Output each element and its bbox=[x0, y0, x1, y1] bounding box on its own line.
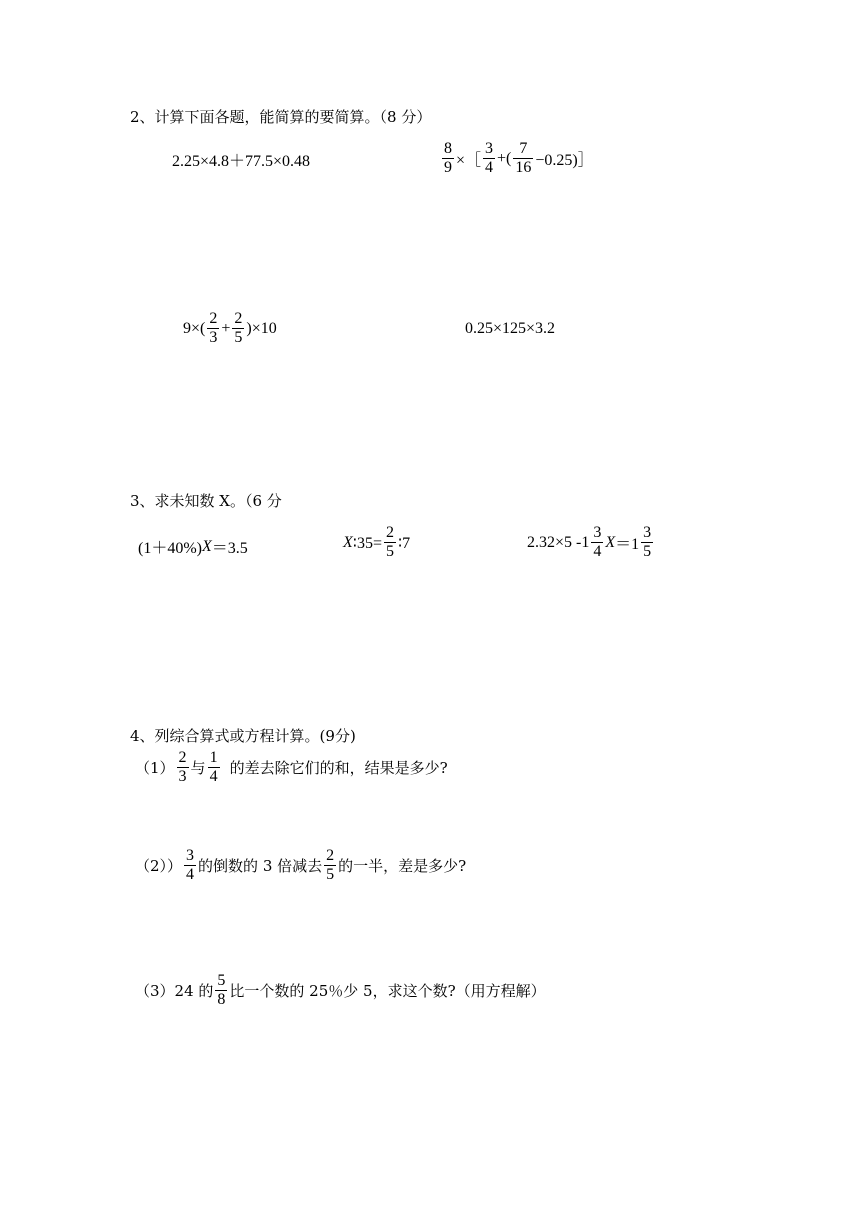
question-4-1: （1） $\frac{2}{3}$ 与 $\frac{1}{4}$ 的差去除它们的和，结果是多少? bbox=[135, 749, 448, 785]
fraction: $\frac{7}{16}$ bbox=[515, 140, 532, 176]
problem-2-3: 9×( $\frac{2}{3}$ + $\frac{2}{5}$ )×10 bbox=[183, 310, 277, 346]
problem-2-1: 2.25×4.8＋77.5×0.48 bbox=[172, 153, 311, 170]
question-4-3: （3）24 的 $\frac{5}{8}$ 比一个数的 25％少 5，求这个数?（用方程解） bbox=[135, 972, 546, 1008]
fraction: $\frac{1}{4}$ bbox=[209, 749, 218, 785]
problem-2-2: $\frac{8}{9}$ ×［ $\frac{3}{4}$ +( $\frac{7}{16}$ −0.25)］ bbox=[444, 140, 594, 176]
question-4-2: （2）） $\frac{3}{4}$ 的倒数的 3 倍减去 $\frac{2}{5}$ 的一半，差是多少? bbox=[135, 847, 467, 883]
equation-3-2: X ∶35= $\frac{2}{5}$ ∶7 bbox=[343, 524, 411, 560]
fraction: $\frac{2}{5}$ bbox=[234, 310, 243, 346]
fraction: $\frac{2}{3}$ bbox=[178, 749, 187, 785]
fraction: $\frac{5}{8}$ bbox=[217, 972, 226, 1008]
fraction: $\frac{3}{4}$ bbox=[485, 140, 494, 176]
problem-2-4: 0.25×125×3.2 bbox=[465, 320, 556, 337]
fraction: $\frac{2}{3}$ bbox=[209, 310, 218, 346]
fraction: $\frac{2}{5}$ bbox=[385, 524, 394, 560]
fraction: $\frac{8}{9}$ bbox=[444, 140, 452, 176]
section-2-heading: 2、计算下面各题，能简算的要简算。（8 分） bbox=[130, 108, 432, 126]
equation-3-1: (1＋40%) X ＝3.5 bbox=[138, 537, 248, 557]
fraction: $\frac{3}{4}$ bbox=[593, 524, 602, 560]
equation-3-3: 2.32×5 -1 $\frac{3}{4}$ X ＝1 $\frac{3}{5}$ bbox=[527, 524, 652, 560]
fraction: $\frac{2}{5}$ bbox=[326, 847, 335, 883]
section-3-heading: 3、求未知数 X。（6 分 bbox=[130, 492, 282, 510]
fraction: $\frac{3}{4}$ bbox=[186, 847, 195, 883]
section-4-heading: 4、列综合算式或方程计算。(9分) bbox=[130, 727, 356, 745]
fraction: $\frac{3}{5}$ bbox=[643, 524, 652, 560]
